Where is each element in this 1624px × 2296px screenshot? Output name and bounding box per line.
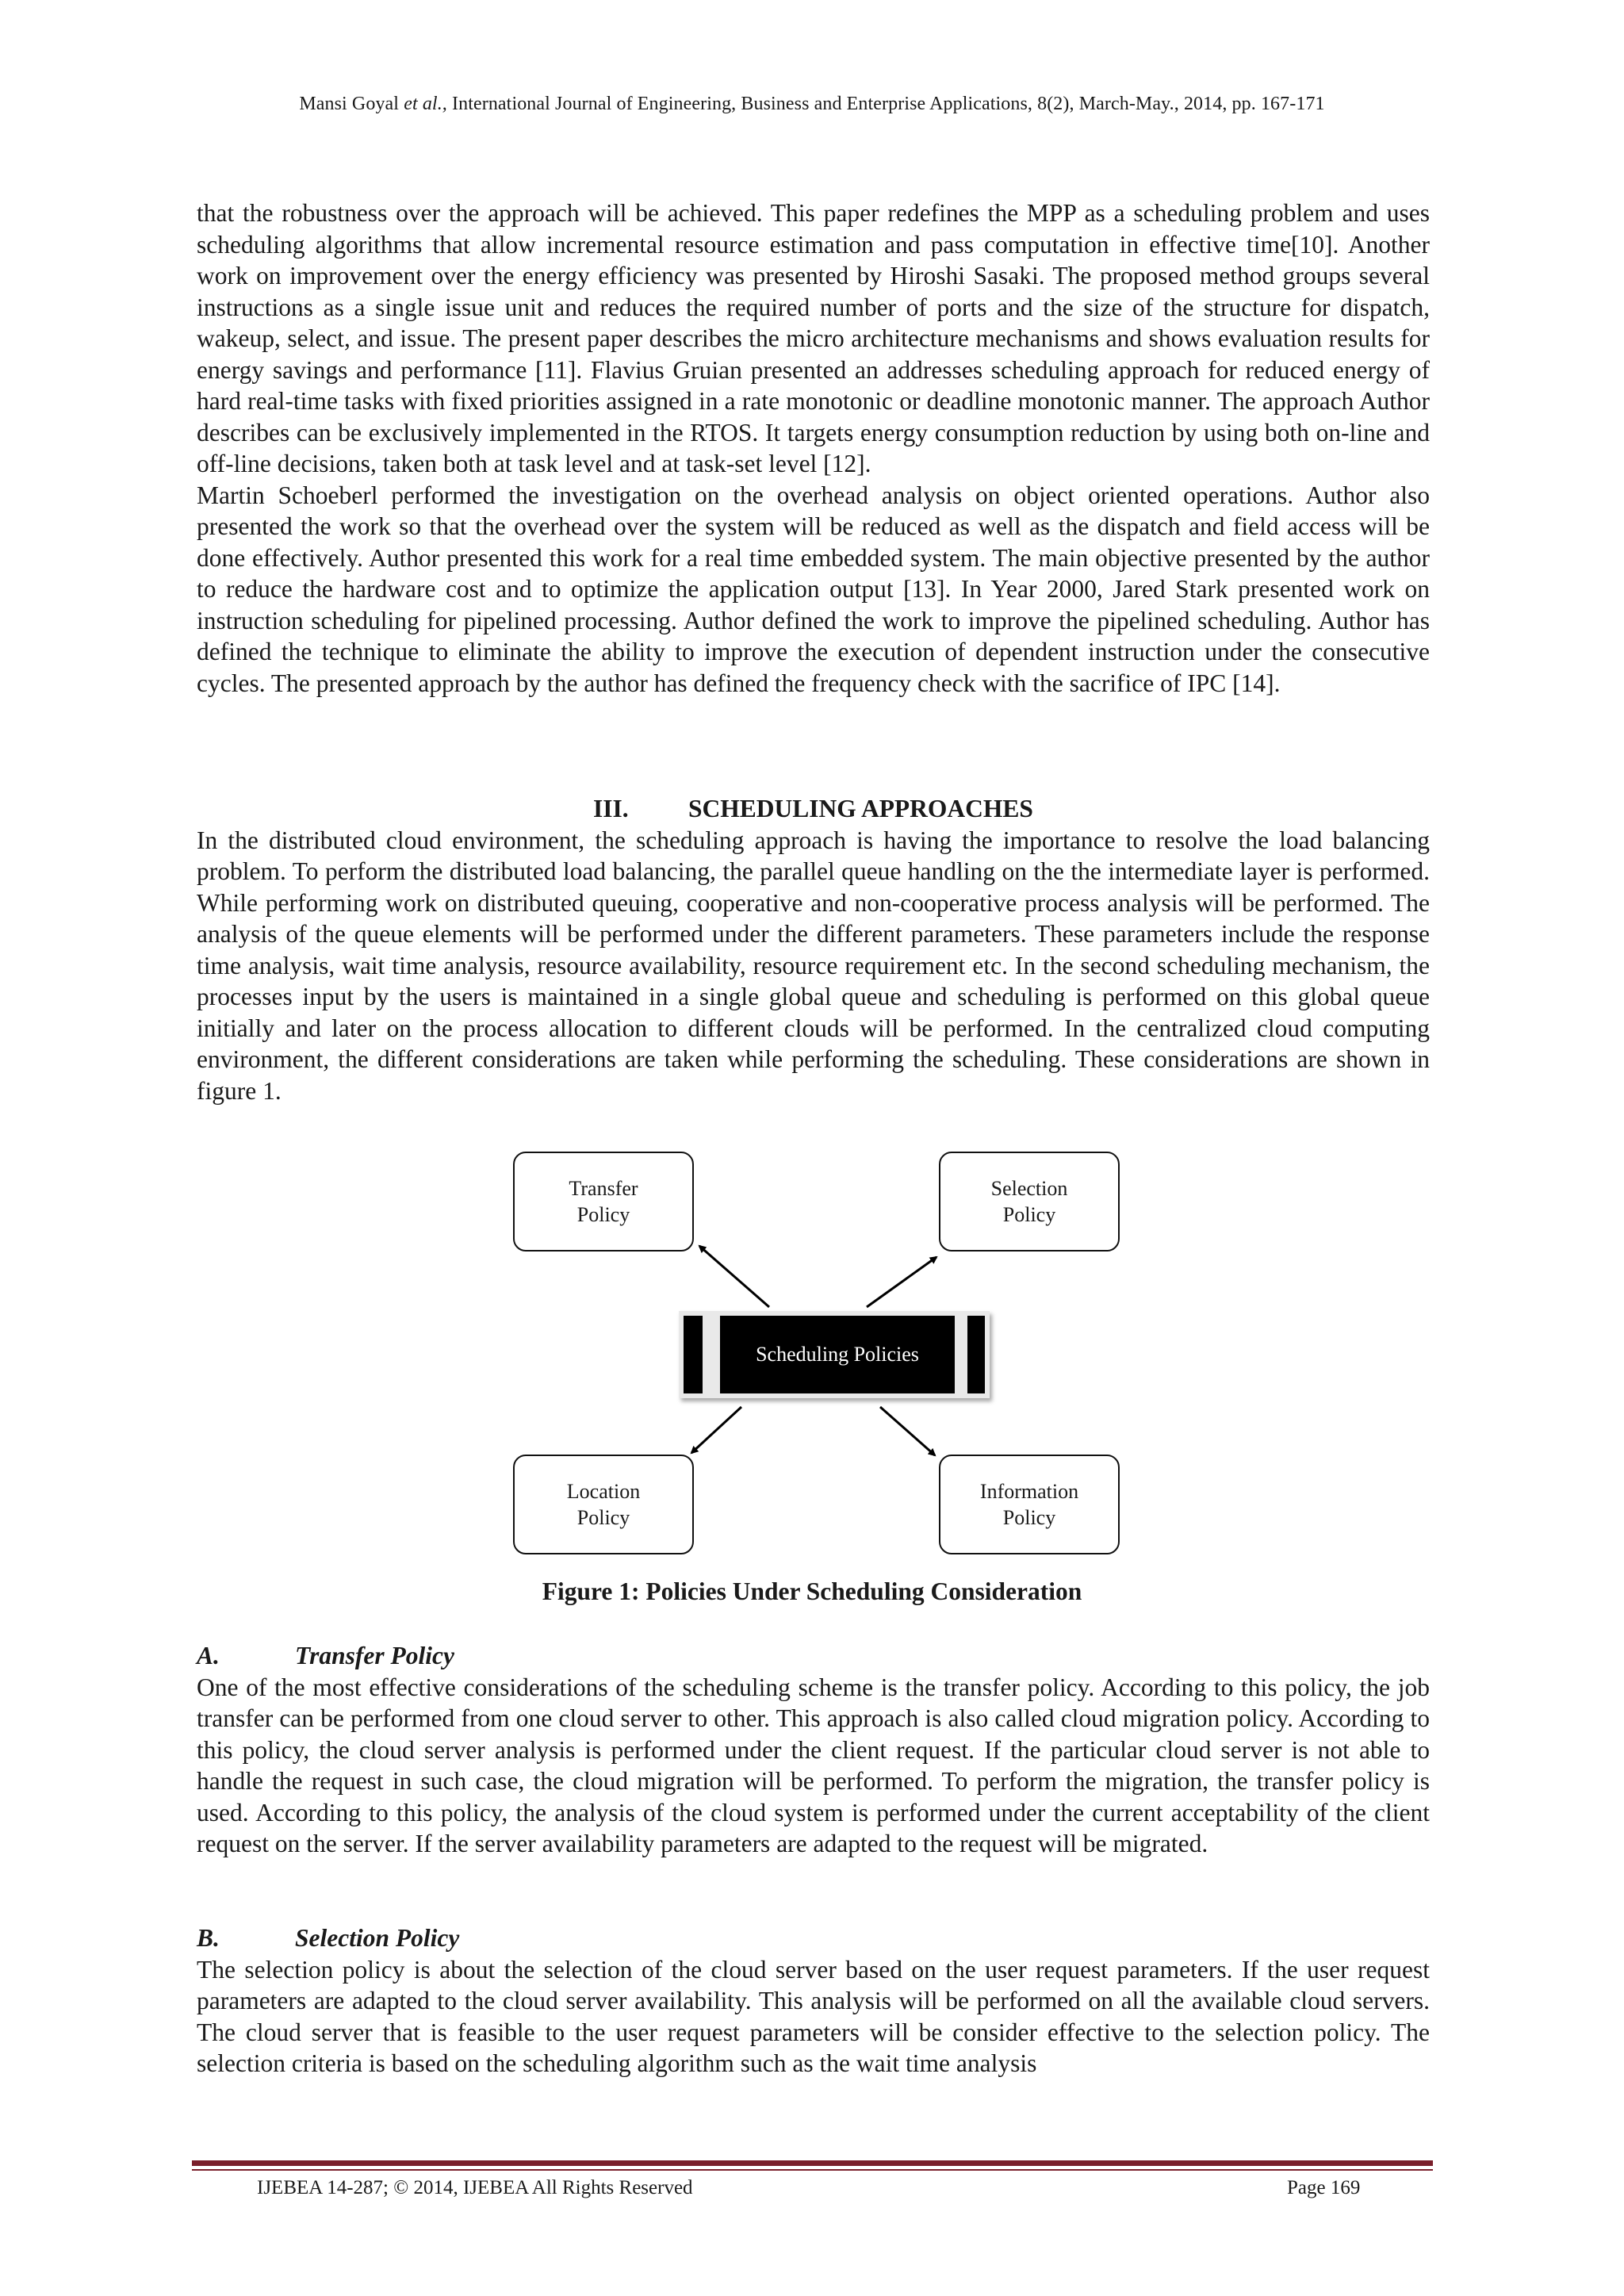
section-number: III. xyxy=(593,795,629,822)
center-block-right-bar xyxy=(967,1316,985,1393)
subsection-letter: A. xyxy=(197,1642,220,1669)
section-paragraph: In the distributed cloud environment, the scheduling approach is having the importance to resolve the load balancing problem. To perform the distributed load balancing, the parallel queue handling on the the intermediate layer is performed. While performing work on distributed queuing, cooperative and non-cooperative process analysis will be performed. The analysis of the queue elements will be performed under the different parameters. These parameters include the response time analysis, wait time analysis, resource availability, resource requirement etc. In the second scheduling mechanism, the processes input by the users is maintained in a single global queue and scheduling is performed on this global queue initially and later on the process allocation to different clouds will be performed. In the centralized cloud computing environment, the different considerations are taken while performing the scheduling. These considerations are shown in figure 1. xyxy=(197,826,1430,1105)
arrow-to-information xyxy=(880,1407,935,1455)
information-policy-box: Information Policy xyxy=(939,1455,1120,1554)
section-scheduling-approaches xyxy=(197,793,1430,1106)
header-etal: et al., xyxy=(404,94,447,114)
arrow-to-transfer xyxy=(699,1246,769,1307)
footer-copyright: IJEBEA 14-287; © 2014, IJEBEA All Rights Reserved xyxy=(257,2177,693,2198)
paragraph-1: that the robustness over the approach will be achieved. This paper redefines the MPP as a scheduling problem and uses scheduling algorithms that allow incremental resource estimation and pass computation in effective time[10]. Another work on improvement over the energy efficiency was presented by Hiroshi Sasaki. The proposed method groups several instructions as a single issue unit and reduces the required number of ports and the size of the structure for dispatch, wakeup, select, and issue. The present paper describes the micro architecture mechanisms and shows evaluation results for energy savings and performance [11]. Flavius Gruian presented an addresses scheduling approach for reduced energy of hard real-time tasks with fixed priorities assigned in a rate monotonic or deadline monotonic manner. The approach Author describes can be exclusively implemented in the RTOS. It targets energy consumption reduction by using both on-line and off-line decisions, taken both at task level and at task-set level [12]. xyxy=(197,199,1430,477)
figure-caption: Figure 1: Policies Under Scheduling Consideration xyxy=(542,1577,1082,1605)
section-heading xyxy=(197,793,1430,825)
section-title: SCHEDULING APPROACHES xyxy=(688,795,1033,822)
subsection-selection-policy xyxy=(197,1922,1430,2079)
scheduling-policies-block xyxy=(679,1311,990,1398)
subsection-title: Selection Policy xyxy=(295,1924,460,1952)
subsection-heading xyxy=(197,1922,1430,1954)
subsection-letter: B. xyxy=(197,1924,220,1952)
arrow-to-selection xyxy=(867,1257,936,1307)
subsection-paragraph: One of the most effective considerations of the scheduling scheme is the transfer policy. According to this policy, the job transfer can be performed from one cloud server to other. This approach is also called cloud migration policy. According to this policy, the cloud server analysis is performed under the client request. If the particular cloud server is not able to handle the request in such case, the cloud migration will be performed. To perform the migration, the transfer policy is used. According to this policy, the analysis of the cloud system is performed under the current acceptability of the client request on the server. If the server availability parameters are adapted to the request will be migrated. xyxy=(197,1673,1430,1857)
footer-rule xyxy=(192,2160,1433,2166)
arrow-to-location xyxy=(691,1407,741,1453)
subsection-paragraph: The selection policy is about the selection of the cloud server based on the user request parameters. If the user request parameters are adapted to the cloud server availability. This analysis will be performed on all the available cloud servers. The cloud server that is feasible to the user request parameters will be consider effective to the selection policy. The selection criteria is based on the scheduling algorithm such as the wait time analysis xyxy=(197,1955,1430,2077)
header-journal: International Journal of Engineering, Business and Enterprise Applications, 8(2), March-May., 2014, pp. 167-171 xyxy=(452,94,1325,114)
footer-rule-thin xyxy=(192,2169,1433,2171)
subsection-title: Transfer Policy xyxy=(295,1642,454,1669)
selection-policy-box: Selection Policy xyxy=(939,1152,1120,1251)
body-text-block xyxy=(197,197,1430,699)
subsection-transfer-policy xyxy=(197,1640,1430,1860)
center-block-left-bar xyxy=(684,1316,703,1393)
header-author: Mansi Goyal xyxy=(299,94,400,114)
transfer-policy-box: Transfer Policy xyxy=(513,1152,694,1251)
figure-1-diagram xyxy=(0,1142,1624,1586)
subsection-heading xyxy=(197,1640,1430,1672)
running-header xyxy=(0,94,1624,115)
location-policy-box: Location Policy xyxy=(513,1455,694,1554)
page-number: Page 169 xyxy=(1287,2177,1361,2198)
paragraph-2: Martin Schoeberl performed the investigation on the overhead analysis on object oriented operations. Author also presented the work so that the overhead over the system will be reduced as well as the dispatch and field access will be done effectively. Author presented this work for a real time embedded system. The main objective presented by the author to reduce the hardware cost and to optimize the application output [13]. In Year 2000, Jared Stark presented work on instruction scheduling for pipelined processing. Author defined the work to improve the pipelined scheduling. Author has defined the technique to eliminate the ability to improve the execution of dependent instruction under the consecutive cycles. The presented approach by the author has defined the frequency check with the sacrifice of IPC [14]. xyxy=(197,481,1430,697)
center-block-label: Scheduling Policies xyxy=(720,1316,955,1393)
